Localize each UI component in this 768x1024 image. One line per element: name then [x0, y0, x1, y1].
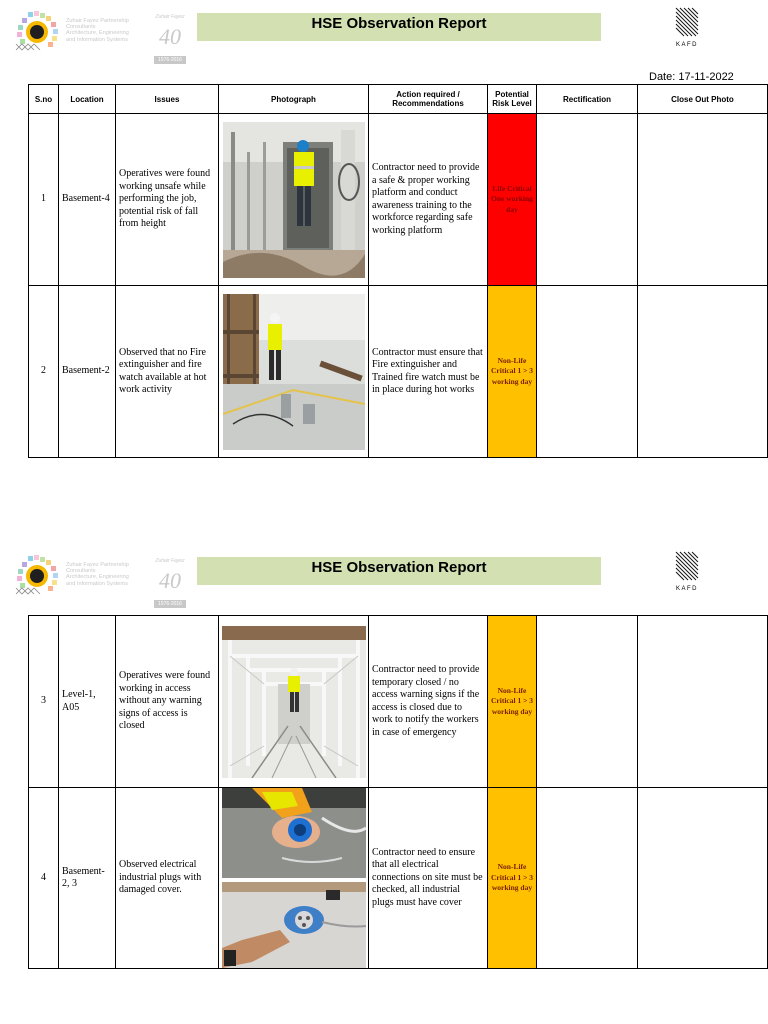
risk-level-badge: Non-Life Critical 1 > 3 working day	[488, 788, 537, 969]
row-close-out-photo	[638, 114, 768, 286]
site-photos-plugs	[222, 788, 366, 968]
company-name: Zuhair Fayez Partnership Consultants Architecture, Engineering and Information Systems	[66, 562, 129, 587]
row-location: Basement-2, 3	[59, 788, 116, 969]
column-header: Close Out Photo	[638, 85, 768, 114]
site-photo-corridor	[222, 626, 366, 778]
risk-level-badge: Non-Life Critical 1 > 3 working day	[488, 616, 537, 788]
risk-level-badge: Non-Life Critical 1 > 3 working day	[488, 286, 537, 458]
report-title: HSE Observation Report	[311, 559, 487, 576]
row-location: Basement-4	[59, 114, 116, 286]
table-row	[29, 616, 768, 788]
row-location: Basement-2	[59, 286, 116, 458]
row-number: 4	[29, 788, 59, 969]
report-page-1	[0, 0, 768, 470]
anniversary-logo: Zuhair Fayez 40 1976-2016	[155, 558, 185, 607]
row-close-out-photo	[638, 616, 768, 788]
observation-table	[28, 84, 768, 458]
column-header: Potential Risk Level	[488, 85, 537, 114]
row-rectification	[537, 286, 638, 458]
row-number: 3	[29, 616, 59, 788]
row-location: Level-1, A05	[59, 616, 116, 788]
row-photograph	[219, 788, 369, 969]
row-issue: Operatives were found working in access without any warning signs of access is closed	[116, 616, 219, 788]
site-photo-plug-1	[222, 788, 366, 878]
site-photo-plug-2	[222, 882, 366, 968]
column-header: Rectification	[537, 85, 638, 114]
row-action: Contractor need to provide a safe & proper working platform and conduct awareness training to the workforce regarding safe working platform	[369, 114, 488, 286]
zfp-logo	[6, 4, 136, 66]
kafd-logo: KAFD	[672, 6, 702, 58]
row-close-out-photo	[638, 286, 768, 458]
column-header: Photograph	[219, 85, 369, 114]
site-photo-hot-work	[223, 294, 365, 450]
site-photo-scaffold-worker	[223, 122, 365, 278]
sunflower-logo-icon	[14, 554, 60, 600]
anniversary-logo: Zuhair Fayez 40 1976-2016	[155, 14, 185, 63]
column-header: Action required / Recommendations	[369, 85, 488, 114]
column-header: S.no	[29, 85, 59, 114]
row-number: 2	[29, 286, 59, 458]
row-rectification	[537, 616, 638, 788]
table-header-row	[29, 85, 768, 114]
kafd-logo: KAFD	[672, 550, 702, 602]
report-date: Date: 17-11-2022	[649, 71, 734, 83]
observation-table	[28, 615, 768, 969]
risk-level-badge: Life Critical One working day	[488, 114, 537, 286]
report-page-2	[0, 544, 768, 984]
row-close-out-photo	[638, 788, 768, 969]
zfp-logo	[6, 548, 136, 610]
table-row	[29, 114, 768, 286]
table-row	[29, 286, 768, 458]
row-issue: Operatives were found working unsafe while performing the job, potential risk of fall from height	[116, 114, 219, 286]
report-title-bar	[197, 557, 601, 585]
company-name: Zuhair Fayez Partnership Consultants Architecture, Engineering and Information Systems	[66, 18, 129, 43]
report-title: HSE Observation Report	[311, 15, 487, 32]
column-header: Issues	[116, 85, 219, 114]
column-header: Location	[59, 85, 116, 114]
row-action: Contractor need to ensure that all electrical connections on site must be checked, all industrial plugs must have cover	[369, 788, 488, 969]
kafd-mark-icon	[672, 6, 702, 40]
kafd-mark-icon	[672, 550, 702, 584]
row-issue: Observed electrical industrial plugs with damaged cover.	[116, 788, 219, 969]
row-photograph	[219, 114, 369, 286]
row-action: Contractor must ensure that Fire extinguisher and Trained fire watch must be in place during hot works	[369, 286, 488, 458]
row-number: 1	[29, 114, 59, 286]
table-row	[29, 788, 768, 969]
row-issue: Observed that no Fire extinguisher and fire watch available at hot work activity	[116, 286, 219, 458]
row-rectification	[537, 114, 638, 286]
row-action: Contractor need to provide temporary closed / no access warning signs if the access is closed due to work to notify the workers in case of emergency	[369, 616, 488, 788]
report-title-bar	[197, 13, 601, 41]
row-photograph	[219, 616, 369, 788]
sunflower-logo-icon	[14, 10, 60, 56]
row-rectification	[537, 788, 638, 969]
row-photograph	[219, 286, 369, 458]
